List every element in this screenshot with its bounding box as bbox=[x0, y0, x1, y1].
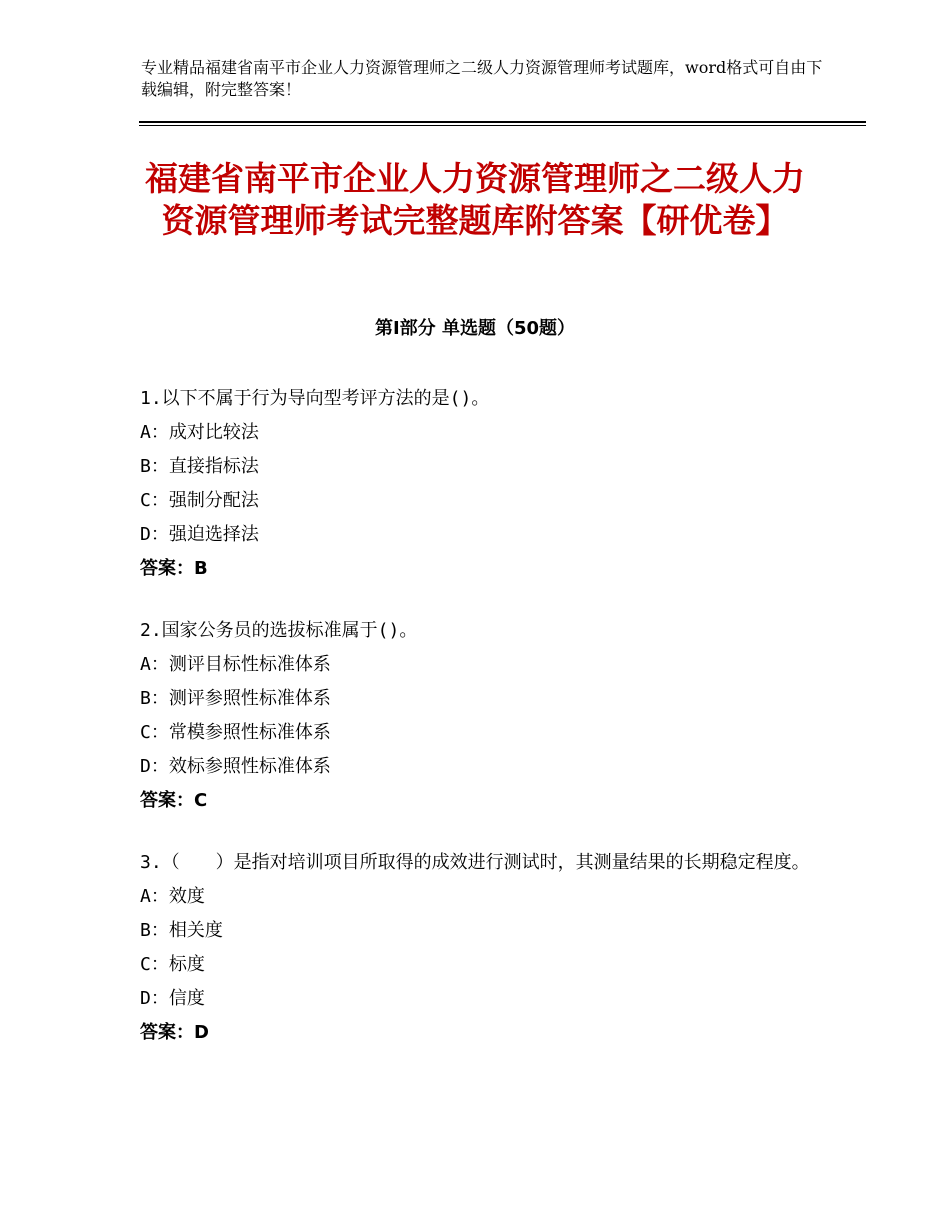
header-note: 专业精品福建省南平市企业人力资源管理师之二级人力资源管理师考试题库，word格式可自由下载编辑，附完整答案！ bbox=[141, 58, 823, 99]
question-option-c: C：常模参照性标准体系 bbox=[140, 722, 331, 743]
question-answer: 答案：B bbox=[140, 558, 208, 579]
question-option-a: A：效度 bbox=[140, 886, 205, 907]
question-option-d: D：信度 bbox=[140, 988, 205, 1009]
question-stem: 3.（ ）是指对培训项目所取得的成效进行测试时，其测量结果的长期稳定程度。 bbox=[140, 852, 810, 873]
question-item bbox=[140, 846, 810, 1050]
question-stem: 2.国家公务员的选拔标准属于()。 bbox=[140, 620, 418, 641]
question-item bbox=[140, 614, 810, 818]
header-divider-thin bbox=[139, 125, 866, 126]
document-title: 福建省南平市企业人力资源管理师之二级人力资源管理师考试完整题库附答案【研优卷】 bbox=[145, 159, 805, 240]
question-option-b: B：直接指标法 bbox=[140, 456, 259, 477]
question-option-a: A：成对比较法 bbox=[140, 422, 259, 443]
section-heading: 第Ⅰ部分 单选题（50题） bbox=[374, 318, 575, 339]
question-option-d: D：强迫选择法 bbox=[140, 524, 259, 545]
question-answer: 答案：D bbox=[140, 1022, 209, 1043]
header-divider-thick bbox=[139, 121, 866, 123]
question-option-c: C：标度 bbox=[140, 954, 205, 975]
question-option-d: D：效标参照性标准体系 bbox=[140, 756, 331, 777]
question-option-a: A：测评目标性标准体系 bbox=[140, 654, 331, 675]
question-stem: 1.以下不属于行为导向型考评方法的是()。 bbox=[140, 388, 490, 409]
question-option-c: C：强制分配法 bbox=[140, 490, 259, 511]
question-answer: 答案：C bbox=[140, 790, 208, 811]
question-item bbox=[140, 382, 810, 586]
question-option-b: B：测评参照性标准体系 bbox=[140, 688, 331, 709]
question-option-b: B：相关度 bbox=[140, 920, 223, 941]
question-list bbox=[140, 382, 810, 1078]
